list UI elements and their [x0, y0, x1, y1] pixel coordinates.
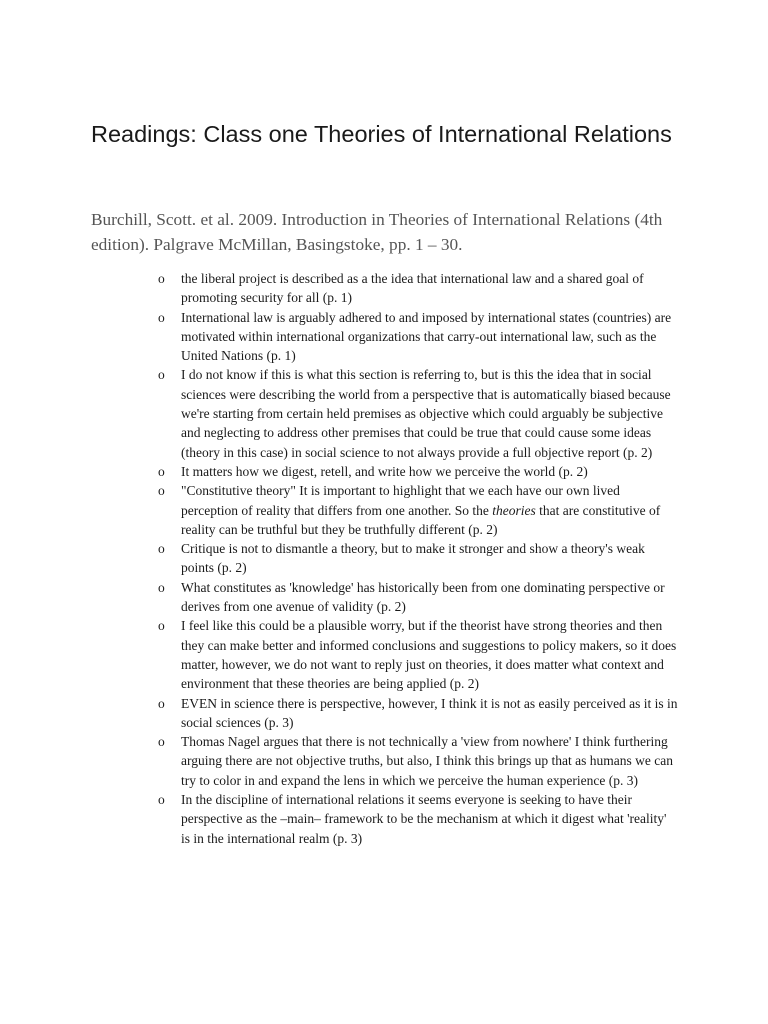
note-text: EVEN in science there is perspective, however, I think it is not as easily perceived as it is in social sciences (p. 3): [181, 695, 678, 730]
bullet-icon: o: [158, 541, 165, 557]
list-item: [0, 481, 678, 539]
note-text: What constitutes as 'knowledge' has historically been from one dominating perspective or derives from one avenue of validity (p. 2): [181, 579, 665, 615]
list-item: [0, 578, 678, 617]
note-text-emphasis: theories: [492, 502, 536, 518]
list-item: [0, 462, 678, 481]
note-text: [181, 483, 660, 537]
bullet-icon: o: [158, 309, 165, 325]
list-item: [0, 694, 678, 733]
note-text-before: "Constitutive theory" It is important to highlight that we each have our own lived perception of reality that differs from one another. So the: [181, 483, 620, 518]
list-item: [0, 308, 678, 366]
bullet-icon: o: [158, 483, 165, 499]
bullet-icon: o: [158, 618, 165, 634]
page-title: Readings: Class one Theories of International Relations: [91, 121, 672, 147]
note-text: Critique is not to dismantle a theory, but to make it stronger and show a theory's weak points (p. 2): [181, 541, 645, 576]
bullet-icon: o: [158, 367, 165, 383]
note-text-after: that are constitutive of reality can be truthful but they be truthfully different (p. 2): [181, 502, 661, 537]
note-text: the liberal project is described as a the idea that international law and a shared goal of promoting security for all (p. 1): [181, 271, 644, 306]
citation: Burchill, Scott. et al. 2009. Introduction in Theories of International Relations (4th edition). Palgrave McMillan, Basingstoke, pp. 1 – 30.: [91, 210, 663, 254]
bullet-icon: o: [158, 734, 165, 750]
list-item: [0, 269, 678, 308]
list-item: [0, 616, 678, 693]
note-text: I feel like this could be a plausible worry, but if the theorist have strong theories and then they can make better and informed conclusions and suggestions to policy makers, so it does matter, however, we do not want to reply just on theories, it does matter what context and environment that these theories are being applied (p. 2): [181, 618, 677, 692]
list-item: [0, 539, 678, 578]
note-text: International law is arguably adhered to and imposed by international states (countries) are motivated within international organizations that carry-out international law, such as the United Nations (p. 1): [181, 309, 672, 364]
note-text: It matters how we digest, retell, and write how we perceive the world (p. 2): [181, 463, 588, 479]
note-text: I do not know if this is what this section is referring to, but is this the idea that in social sciences were describing the world from a perspective that is automatically biased because we're starting from certain held premises as objective which could arguably be subjective and neglecting to address other premises that could be true that could cause some ideas (theory in this case) in social science to not always provide a full objective report (p. 2): [181, 367, 671, 460]
note-text: In the discipline of international relations it seems everyone is seeking to have their perspective as the –main– framework to be the mechanism at which it digest what 'reality' is in the international realm (p. 3): [181, 792, 667, 846]
note-text: Thomas Nagel argues that there is not technically a 'view from nowhere' I think furthering arguing there are not objective truths, but also, I think this brings up that as humans we can try to color in and expand the lens in which we perceive the human experience (p. 3): [181, 734, 674, 788]
bullet-icon: o: [158, 271, 165, 286]
list-item: [0, 732, 678, 790]
bullet-icon: o: [158, 695, 165, 711]
reading-notes-list: [0, 269, 768, 848]
list-item: [0, 365, 678, 461]
list-item: [0, 790, 678, 848]
bullet-icon: o: [158, 792, 165, 808]
bullet-icon: o: [158, 579, 165, 595]
bullet-icon: o: [158, 463, 165, 479]
